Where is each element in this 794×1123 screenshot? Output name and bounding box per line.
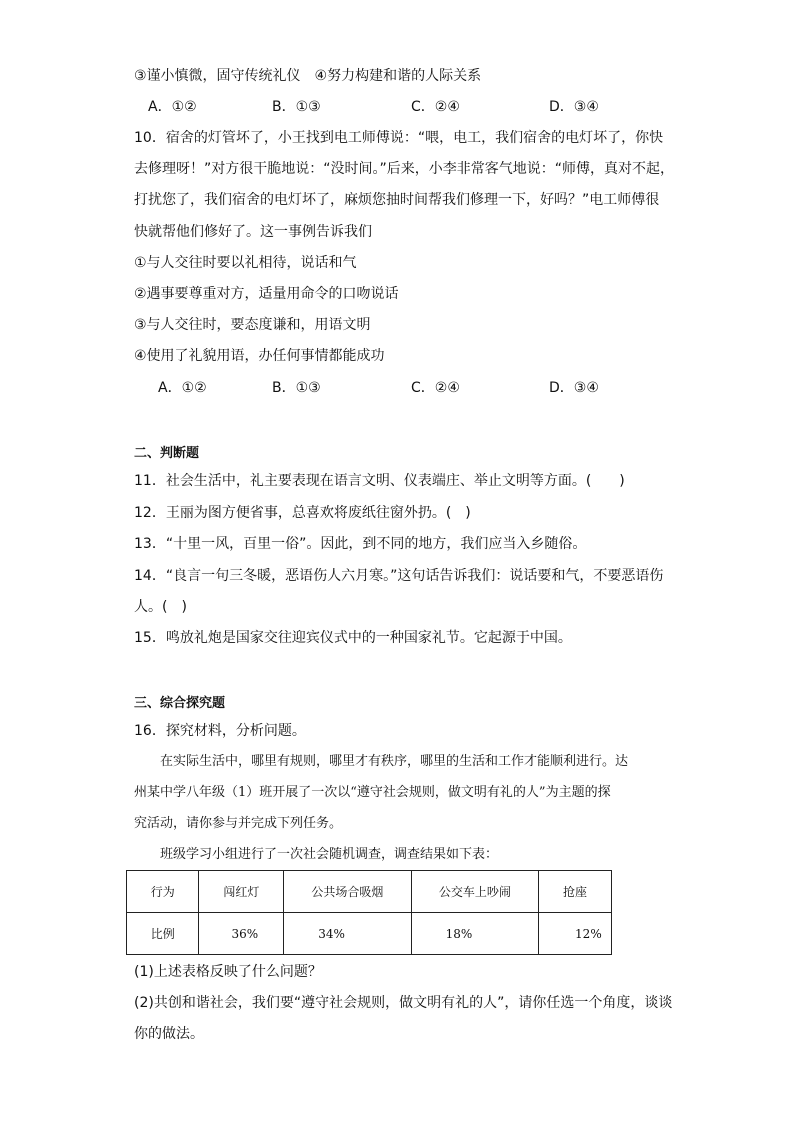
survey-table [126, 870, 612, 955]
table-cell: 12% [539, 913, 612, 955]
q10-stem-line-2: 去修理呀！”对方很干脆地说：“没时间。”后来，小李非常客气地说：“师傅，真对不起， [134, 161, 675, 177]
q10-item-3: ③与人交往时，要态度谦和，用语文明 [134, 317, 371, 333]
q10-option-b: B．①③ [272, 380, 321, 396]
q10-item-4: ④使用了礼貌用语，办任何事情都能成功 [134, 348, 385, 364]
q14-line-2: 人。( ) [134, 599, 187, 615]
q10-stem-line-3: 打扰您了，我们宿舍的电灯坏了，麻烦您抽时间帮我们修理一下，好吗？”电工师傅很 [134, 192, 660, 208]
q9-option-a: A．①② [148, 99, 197, 115]
sub-question-1: (1)上述表格反映了什么问题？ [134, 964, 322, 980]
q9-option-d: D．③④ [549, 99, 599, 115]
table-cell: 行为 [127, 871, 199, 913]
q9-option-c: C．②④ [411, 99, 460, 115]
table-cell: 18% [411, 913, 538, 955]
q10-item-2: ②遇事要尊重对方，适量用命令的口吻说话 [134, 286, 399, 302]
material-line-2: 州某中学八年级（1）班开展了一次以“遵守社会规则，做文明有礼的人”为主题的探 [134, 785, 611, 800]
q10-stem-line-4: 快就帮他们修好了。这一事例告诉我们 [134, 224, 372, 240]
table-cell: 36% [199, 913, 284, 955]
q10-stem-line-1: 10．宿舍的灯管坏了，小王找到电工师傅说：“喂，电工，我们宿舍的电灯坏了，你快 [134, 130, 664, 146]
material-line-1: 在实际生活中，哪里有规则，哪里才有秩序，哪里的生活和工作才能顺利进行。达 [160, 754, 629, 769]
q9-items-line: ③谨小慎微，固守传统礼仪 ④努力构建和谐的人际关系 [134, 68, 482, 84]
q10-option-a: A．①② [158, 380, 207, 396]
table-cell: 公共场合吸烟 [284, 871, 411, 913]
q13-line: 13．“十里一风，百里一俗”。因此，到不同的地方，我们应当入乡随俗。 [134, 536, 587, 552]
q16-label: 16．探究材料，分析问题。 [134, 723, 306, 739]
table-cell: 抢座 [539, 871, 612, 913]
sub-question-2-line-2: 你的做法。 [134, 1026, 204, 1042]
q10-option-c: C．②④ [411, 380, 460, 396]
table-cell: 比例 [127, 913, 199, 955]
section-2-title: 二、判断题 [134, 446, 200, 461]
survey-intro: 班级学习小组进行了一次社会随机调查，调查结果如下表： [160, 847, 499, 862]
q10-option-d: D．③④ [549, 380, 599, 396]
q9-option-b: B．①③ [272, 99, 321, 115]
q15-line: 15．鸣放礼炮是国家交往迎宾仪式中的一种国家礼节。它起源于中国。 [134, 630, 572, 646]
table-cell: 34% [284, 913, 411, 955]
material-line-3: 究活动，请你参与并完成下列任务。 [134, 816, 343, 831]
table-cell: 闯红灯 [199, 871, 284, 913]
q14-line-1: 14．“良言一句三冬暖，恶语伤人六月寒。”这句话告诉我们：说话要和气，不要恶语伤 [134, 568, 664, 584]
table-row [127, 913, 612, 955]
table-cell: 公交车上吵闹 [411, 871, 538, 913]
table-header-row [127, 871, 612, 913]
q11-line: 11．社会生活中，礼主要表现在语言文明、仪表端庄、举止文明等方面。( ) [134, 473, 625, 489]
section-3-title: 三、综合探究题 [134, 696, 226, 711]
q10-item-1: ①与人交往时要以礼相待，说话和气 [134, 255, 357, 271]
q12-line: 12．王丽为图方便省事，总喜欢将废纸往窗外扔。( ) [134, 505, 471, 521]
sub-question-2-line-1: (2)共创和谐社会，我们要“遵守社会规则，做文明有礼的人”，请你任选一个角度，谈谈 [134, 995, 673, 1011]
